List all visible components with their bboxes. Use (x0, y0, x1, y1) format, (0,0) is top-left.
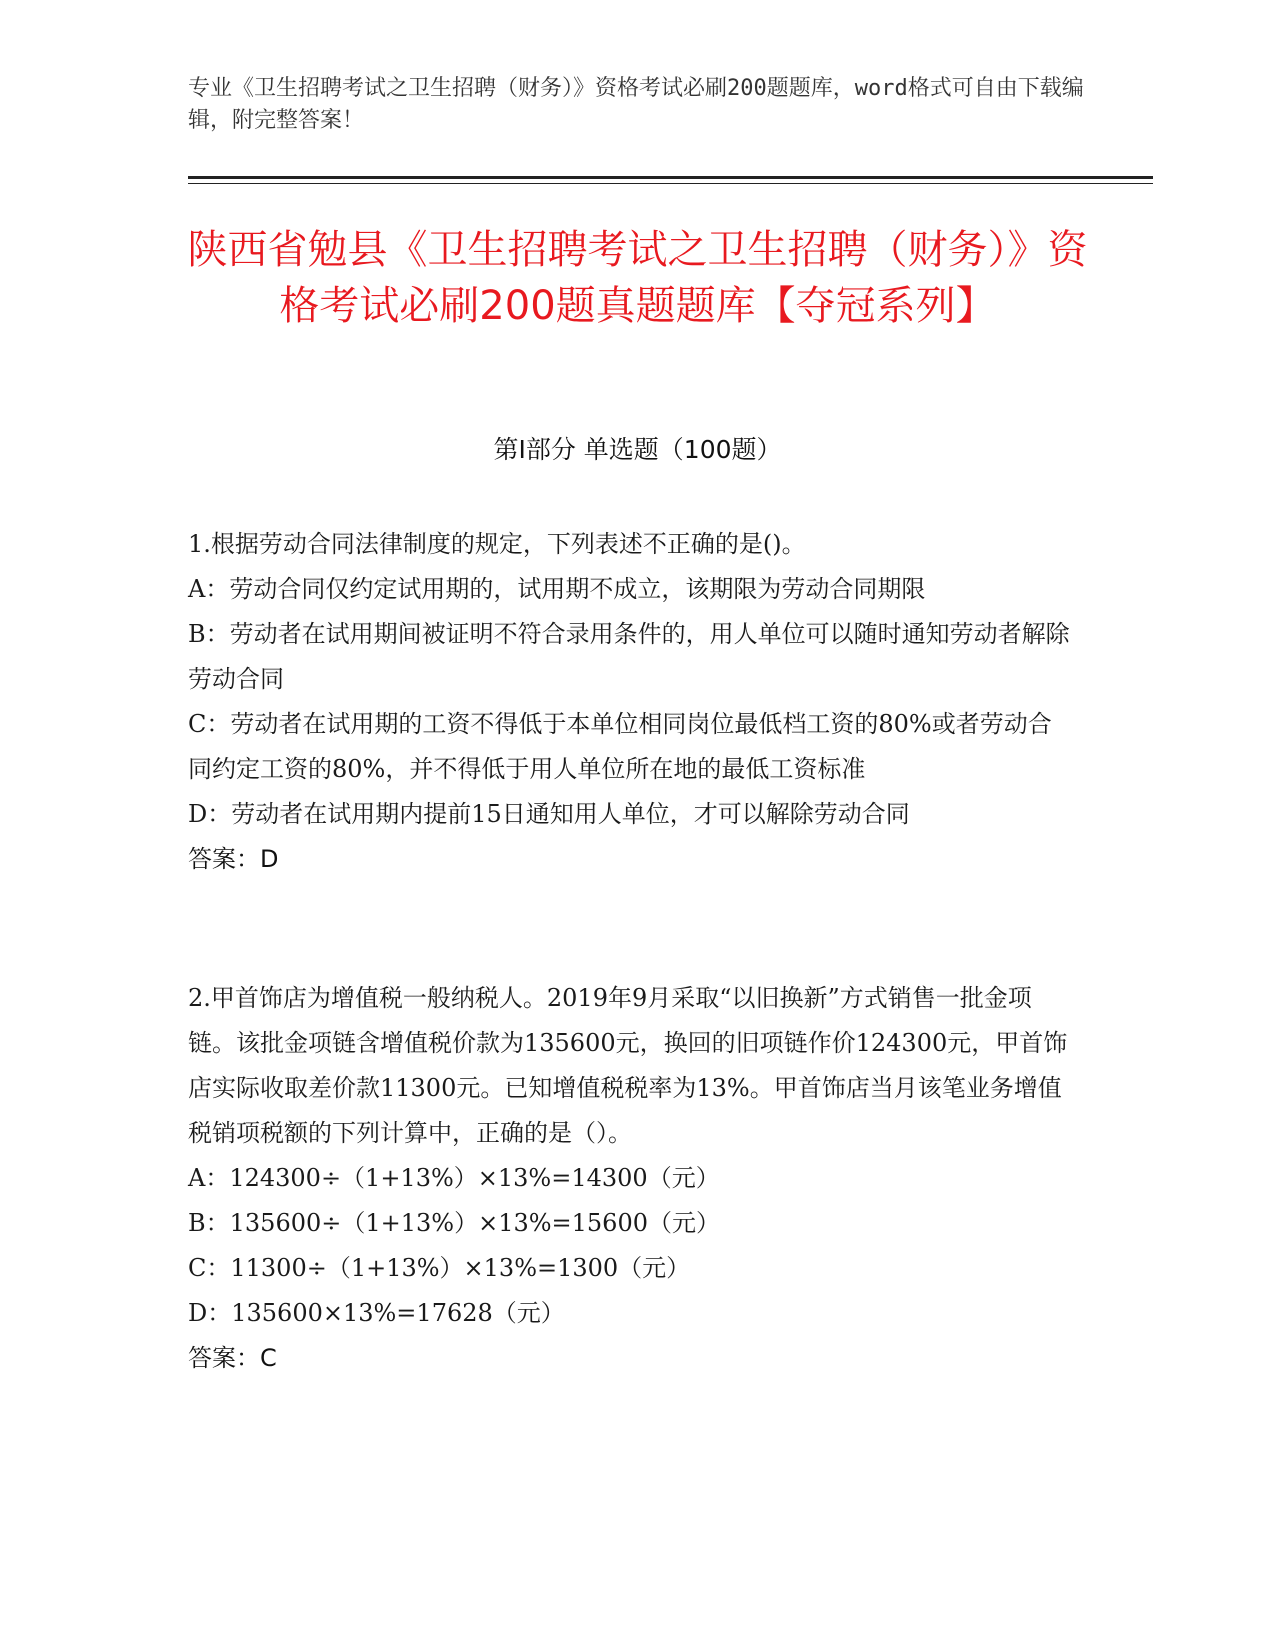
header-divider-thick (188, 176, 1153, 179)
header-divider-thin (188, 183, 1153, 184)
question-2 (188, 976, 1073, 1381)
option-c: C：劳动者在试用期的工资不得低于本单位相同岗位最低档工资的80%或者劳动合同约定工资的80%，并不得低于用人单位所在地的最低工资标准 (188, 710, 1052, 783)
answer: 答案：C (188, 1344, 277, 1372)
header-note: 专业《卫生招聘考试之卫生招聘（财务）》资格考试必刷200题题库，word格式可自由下载编辑，附完整答案！ (188, 76, 1084, 133)
document-title: 陕西省勉县《卫生招聘考试之卫生招聘（财务）》资格考试必刷200题真题题库【夺冠系列】 (187, 227, 1088, 329)
question-stem: 2.甲首饰店为增值税一般纳税人。2019年9月采取“以旧换新”方式销售一批金项链。该批金项链含增值税价款为135600元，换回的旧项链作价124300元，甲首饰店实际收取差价款11300元。已知增值税税率为13%。甲首饰店当月该笔业务增值税销项税额的下列计算中，正确的是（）。 (188, 984, 1068, 1147)
option-a: A：124300÷（1+13%）×13%=14300（元） (188, 1164, 720, 1192)
option-c: C：11300÷（1+13%）×13%=1300（元） (188, 1254, 691, 1282)
section-title: 第I部分 单选题（100题） (493, 435, 782, 464)
option-d: D：135600×13%=17628（元） (188, 1299, 565, 1327)
question-1 (188, 522, 1073, 882)
option-b: B：135600÷（1+13%）×13%=15600（元） (188, 1209, 720, 1237)
answer: 答案：D (188, 845, 279, 873)
option-d: D：劳动者在试用期内提前15日通知用人单位，才可以解除劳动合同 (188, 800, 910, 828)
option-b: B：劳动者在试用期间被证明不符合录用条件的，用人单位可以随时通知劳动者解除劳动合同 (188, 620, 1070, 693)
question-stem: 1.根据劳动合同法律制度的规定，下列表述不正确的是()。 (188, 530, 806, 558)
option-a: A：劳动合同仅约定试用期的，试用期不成立，该期限为劳动合同期限 (188, 575, 926, 603)
